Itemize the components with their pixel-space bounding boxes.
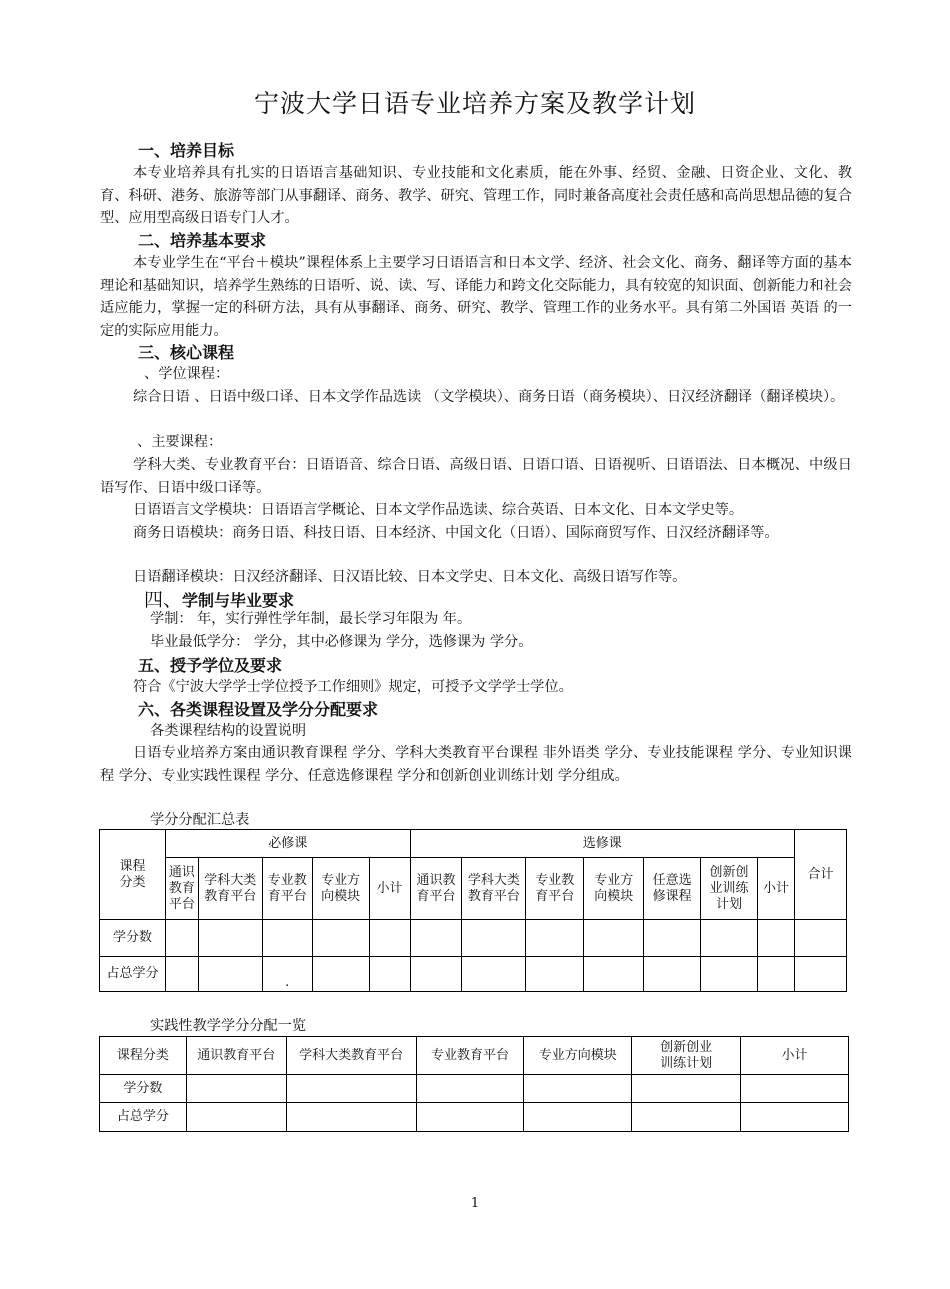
section-5-heading: 五、授予学位及要求 — [138, 656, 283, 675]
col-required-general: 通识 教育 平台 — [165, 858, 198, 920]
col-elective-subtotal: 小计 — [758, 858, 795, 920]
structure-text: 日语专业培养方案由通识教育课程 学分、学科大类教育平台课程 非外语类 学分、专业技能课程 学分、专业知识课程 学分、专业实践性课程 学分、任意选修课程 学分和创新创业训练计划 学分组成。 — [100, 745, 852, 784]
degree-courses-label: 、学位课程： — [144, 366, 230, 382]
required-header: 必修课 — [165, 830, 410, 858]
literature-module-text: 日语语言文学模块：日语语言学概论、日本文学作品选读、综合英语、日本文化、日本文学史等。 — [133, 502, 744, 518]
col-required-professional: 专业教 育平台 — [262, 858, 312, 920]
table-row — [100, 1103, 849, 1132]
row-label: 学分数 — [100, 1075, 187, 1103]
section-2-text: 本专业学生在“平台＋模块”课程体系上主要学习日语语言和日本文学、经济、社会文化、商务、翻译等方面的基本理论和基础知识，培养学生熟练的日语听、说、读、写、译能力和跨文化交际能力，具有较宽的知识面、创新能力和社会适应能力，掌握一定的科研方法，具有从事翻译、商务、研究、教学、管理工作的业务水平。具有第二外国语 英语 的一定的实际应用能力。 — [100, 255, 852, 339]
table1-caption: 学分分配汇总表 — [150, 812, 250, 828]
main-courses-label: 、主要课程： — [137, 434, 223, 450]
col-elective-discipline: 学科大类 教育平台 — [462, 858, 526, 920]
structure-subheading: 各类课程结构的设置说明 — [150, 723, 307, 739]
section-6-heading: 六、各类课程设置及学分分配要求 — [138, 700, 379, 719]
study-period-text: 学制： 年，实行弹性学年制，最长学习年限为 年。 — [150, 611, 472, 627]
header-subtotal: 小计 — [741, 1037, 849, 1075]
section-1-heading: 一、培养目标 — [138, 141, 235, 160]
elective-header: 选修课 — [410, 830, 794, 858]
practice-credit-table — [99, 1036, 849, 1132]
header-general: 通识教育平台 — [186, 1037, 286, 1075]
degree-courses-text: 综合日语 、日语中级口译、日本文学作品选读 （文学模块）、商务日语（商务模块）、日汉经济翻译（翻译模块）。 — [133, 389, 845, 405]
section-4-heading — [144, 585, 294, 612]
dot-mark: . — [262, 957, 312, 992]
translation-module-text: 日语翻译模块：日汉经济翻译、日汉语比较、日本文学史、日本文化、高级日语写作等。 — [133, 569, 687, 585]
col-required-discipline: 学科大类 教育平台 — [198, 858, 262, 920]
category-header: 课程 分类 — [100, 830, 166, 920]
header-discipline: 学科大类教育平台 — [286, 1037, 416, 1075]
col-required-direction: 专业方 向模块 — [312, 858, 369, 920]
table-row — [100, 957, 847, 992]
col-elective-general: 通识教 育平台 — [410, 858, 462, 920]
col-elective-optional: 任意选 修课程 — [644, 858, 701, 920]
row-label: 占总学分 — [100, 1103, 187, 1132]
header-professional: 专业教育平台 — [416, 1037, 524, 1075]
table-row — [100, 920, 847, 957]
platform-courses-text: 学科大类、专业教育平台：日语语音、综合日语、高级日语、日语口语、日语视听、日语语法、日本概况、中级日语写作、日语中级口译等。 — [100, 457, 852, 496]
total-header: 合计 — [794, 830, 846, 920]
section-3-heading: 三、核心课程 — [138, 343, 235, 362]
header-category: 课程分类 — [100, 1037, 187, 1075]
col-elective-professional: 专业教 育平台 — [526, 858, 584, 920]
business-module-text: 商务日语模块：商务日语、科技日语、日本经济、中国文化（日语）、国际商贸写作、日汉经济翻译等。 — [133, 525, 779, 541]
row-label: 学分数 — [100, 920, 166, 957]
header-direction: 专业方向模块 — [524, 1037, 632, 1075]
section-1-text: 本专业培养具有扎实的日语语言基础知识、专业技能和文化素质，能在外事、经贸、金融、日资企业、文化、教育、科研、港务、旅游等部门从事翻译、商务、教学、研究、管理工作，同时兼备高度社会责任感和高尚思想品德的复合型、应用型高级日语专门人才。 — [100, 165, 852, 226]
col-elective-innovation: 创新创 业训练 计划 — [701, 858, 758, 920]
section-4-number: 四、 — [144, 589, 183, 611]
credit-summary-table — [99, 829, 847, 992]
col-required-subtotal: 小计 — [369, 858, 410, 920]
degree-text: 符合《宁波大学学士学位授予工作细则》规定，可授予文学学士学位。 — [133, 679, 573, 695]
table-row — [100, 1075, 849, 1103]
page-title: 宁波大学日语专业培养方案及教学计划 — [253, 89, 696, 118]
credits-requirement-text: 毕业最低学分： 学分，其中必修课为 学分，选修课为 学分。 — [150, 634, 533, 650]
page-number: 1 — [470, 1196, 480, 1211]
header-innovation: 创新创业 训练计划 — [632, 1037, 741, 1075]
section-2-heading: 二、培养基本要求 — [138, 231, 267, 250]
col-elective-direction: 专业方 向模块 — [584, 858, 644, 920]
section-4-title: 学制与毕业要求 — [182, 591, 295, 610]
table2-caption: 实践性教学学分分配一览 — [150, 1018, 307, 1034]
row-label: 占总学分 — [100, 957, 166, 992]
